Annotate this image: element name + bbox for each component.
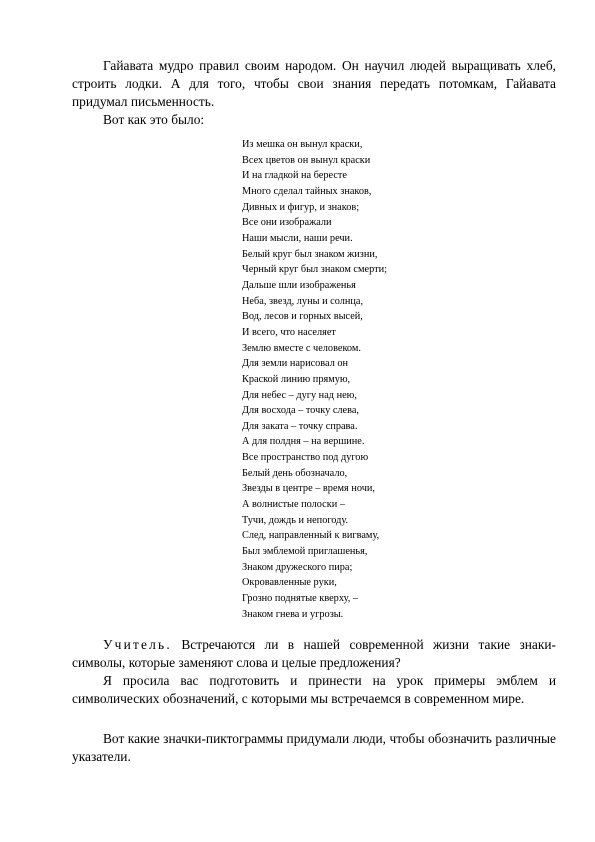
assignment-paragraph: Я просила вас подготовить и принести на урок примеры эмблем и символических обозначений, с которыми мы встречаемся в современном мире. bbox=[72, 673, 556, 706]
poem-line: Тучи, дождь и непогоду. bbox=[242, 514, 349, 526]
teacher-question-paragraph bbox=[72, 636, 556, 672]
poem-line: Из мешка он вынул краски, bbox=[242, 139, 363, 150]
poem-line: Окровавленные руки, bbox=[242, 577, 337, 589]
intro-paragraph: Гайавата мудро правил своим народом. Он научил людей выращивать хлеб, строить лодки. А для того, чтобы свои знания передать потомкам, Гайавата придумал письменность. bbox=[72, 58, 556, 109]
poem-line: Знаком гнева и угрозы. bbox=[242, 608, 344, 620]
poem-line: Грозно поднятые кверху, – bbox=[242, 593, 359, 605]
poem-line: Дивных и фигур, и знаков; bbox=[242, 201, 360, 213]
poem-line: И всего, что населяет bbox=[242, 326, 336, 338]
poem-line: Краской линию прямую, bbox=[242, 373, 351, 385]
poem-line: Для земли нарисовал он bbox=[242, 358, 349, 370]
poem-line: Черный круг был знаком смерти; bbox=[242, 264, 387, 276]
poem-line: Знаком дружеского пира; bbox=[242, 561, 353, 573]
poem-line: Был эмблемой приглашенья, bbox=[242, 546, 368, 558]
poem-line: Землю вместе с человеком. bbox=[242, 342, 361, 354]
poem-line: Для небес – дугу над нею, bbox=[242, 389, 357, 401]
poem-line: Наши мысли, наши речи. bbox=[242, 232, 353, 244]
poem-line: Звезды в центре – время ночи, bbox=[242, 483, 375, 495]
poem-line: Все они изображали bbox=[242, 217, 332, 229]
poem-line: Для восхода – точку слева, bbox=[242, 405, 359, 417]
poem-line: Неба, звезд, луны и солнца, bbox=[242, 295, 364, 307]
poem-line: След, направленный к вигваму, bbox=[242, 530, 380, 542]
poem-line: Много сделал тайных знаков, bbox=[242, 185, 372, 197]
poem-line: Для заката – точку справа. bbox=[242, 420, 358, 432]
poem-line: А волнистые полоски – bbox=[242, 499, 345, 511]
poem-line: Вод, лесов и горных высей, bbox=[242, 311, 363, 323]
speaker-label: Учитель. bbox=[103, 637, 172, 652]
poem-line: Дальше шли изображенья bbox=[242, 279, 356, 291]
teacher-question-text: Встречаются ли в нашей современной жизни такие знаки-символы, которые заменяют слова и целые предложения? bbox=[72, 637, 556, 670]
poem-block bbox=[242, 137, 502, 622]
poem-line: Белый день обозначало, bbox=[242, 467, 348, 479]
poem-line: И на гладкой на бересте bbox=[242, 170, 347, 182]
poem-line: Всех цветов он вынул краски bbox=[242, 154, 371, 166]
poem-line: Белый круг был знаком жизни, bbox=[242, 248, 378, 260]
poem-line: А для полдня – на вершине. bbox=[242, 436, 365, 448]
pictogram-paragraph: Вот какие значки-пиктограммы придумали люди, чтобы обозначить различные указатели. bbox=[72, 731, 556, 764]
poem-lead-paragraph: Вот как это было: bbox=[103, 112, 205, 127]
poem-line: Все пространство под дугою bbox=[242, 452, 369, 464]
